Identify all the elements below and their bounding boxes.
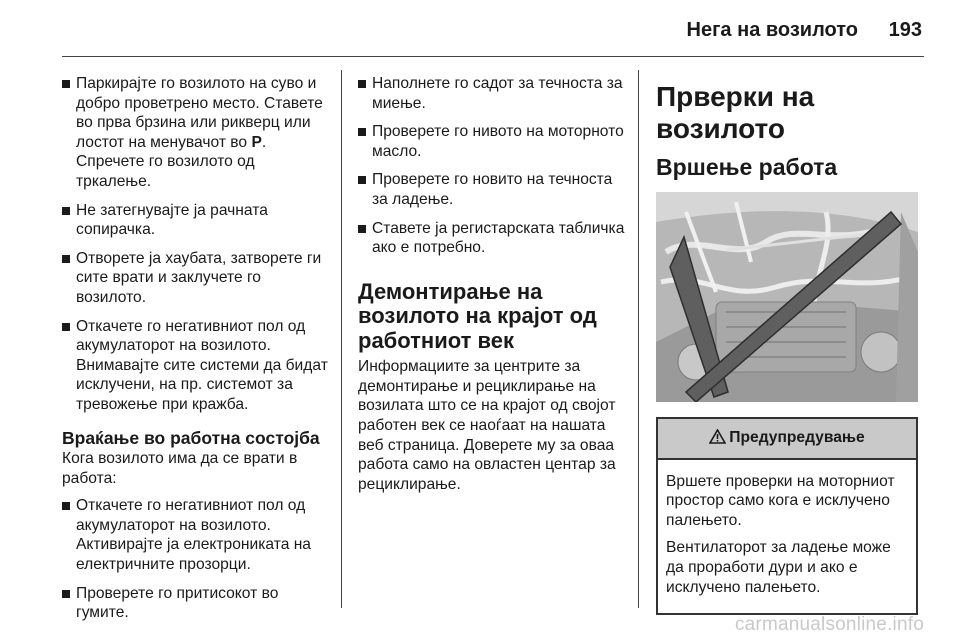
list-item: Откачете го негативниот пол од акумулаторот на возилото. Внимавајте сите системи да бидат исклучени, на пр. системот за тревожење при кражба.: [62, 317, 334, 415]
column-divider-2: [638, 70, 639, 608]
warning-triangle-icon: [709, 429, 726, 450]
list-item: Проверете го притисокот во гумите.: [62, 584, 334, 623]
engine-compartment-illustration: [656, 192, 918, 402]
column-2: [358, 74, 628, 502]
column-divider-1: [341, 70, 342, 608]
column-1: [62, 74, 334, 632]
subsection-heading-performing-work: Вршење работа: [656, 154, 838, 180]
warning-header: [658, 419, 916, 460]
list-item-text: Паркирајте го возилото на суво и добро проветрено место. Ставете во прва брзина или рикверц или лостот на менувачот во: [76, 75, 323, 151]
warning-text-1: Вршете проверки на моторниот простор само кога е исклучено палењето.: [666, 472, 895, 529]
list-item: Проверете го новито на течноста за ладење.: [358, 170, 628, 209]
warning-title: Предупредување: [729, 429, 865, 446]
section-heading-vehicle-checks: Прверки на возилото: [656, 81, 815, 144]
return-steps-list: [62, 496, 334, 623]
warning-box: [656, 417, 918, 615]
end-of-life-text: Информациите за центрите за демонтирање и рециклирање на возилата што се на крајот од својот работен век се наоѓаат на нашата веб страница. Доверете му за оваа работа само на овластен центар за рециклирање.: [358, 358, 616, 493]
watermark: carmanualsonline.info: [734, 614, 924, 635]
list-item: Не затегнувајте ја рачната сопирачка.: [62, 201, 334, 240]
return-intro-text: Кога возилото има да се врати в работа:: [62, 450, 298, 487]
column-3: [656, 78, 926, 615]
list-item: Наполнете го садот за течноста за миење.: [358, 74, 628, 113]
warning-text-2: Вентилаторот за ладење може да проработи дури и ако е исклучено палењето.: [666, 539, 891, 596]
list-item-text: . Спречете го возилото од тркалење.: [76, 133, 267, 190]
page-number: 193: [888, 19, 922, 41]
list-item: Откачете го негативниот пол од акумулаторот на возилото. Активирајте ја електрониката на електричните прозорци.: [62, 496, 334, 574]
list-item: Ставете ја регистарската табличка ако е потребно.: [358, 219, 628, 258]
header-rule: [62, 56, 924, 57]
return-steps-list-continued: [358, 74, 628, 258]
list-item: [62, 74, 334, 192]
list-item: Отворете ја хаубата, затворете ги сите врати и заклучете го возилото.: [62, 249, 334, 308]
section-heading-end-of-life: Демонтирање на возилото на крајот од работниот век: [358, 278, 597, 353]
section-heading-return-to-service: Враќање во работна состојба: [62, 427, 320, 448]
list-item: Проверете го нивото на моторното масло.: [358, 122, 628, 161]
storage-steps-list: [62, 74, 334, 415]
gear-position-label: P: [251, 133, 262, 151]
warning-body: [658, 460, 916, 614]
page-header-title: Нега на возилото: [686, 19, 858, 41]
